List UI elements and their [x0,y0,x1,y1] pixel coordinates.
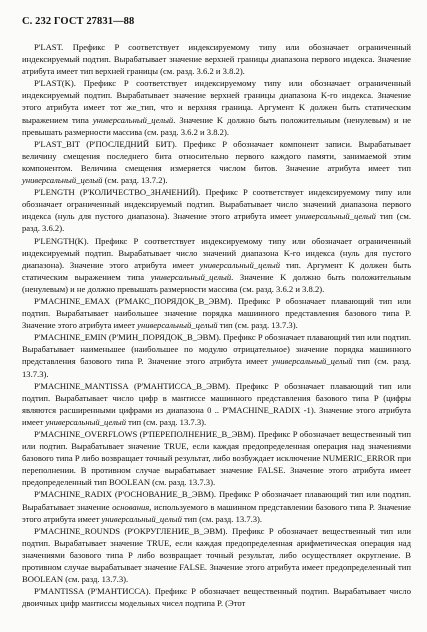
italic-term: универсальный_целый [101,513,182,524]
text-run: P'MACHINE_RADIX (P'ОСНОВАНИЕ_В_ЭВМ). Префикс P обозначает плавающий тип или подтип. Вырабатывает значение [22,489,411,512]
text-run: P'MACHINE_EMIN (P'МИН_ПОРЯДОК_В_ЭВМ). Префикс P обозначает плавающий тип или подтип. Вырабатывает наименьшее (наибольшее по модулю отрицательное) значение порядка машинного представления базового типа P. Значение этого атрибута имеет [22,332,411,367]
page-header: С. 232 ГОСТ 27831—88 [22,16,135,27]
paragraph [22,488,411,524]
text-run: тип (см. разд. 13.7.3). [126,416,207,427]
paragraph [22,380,411,428]
italic-term: универсальный_целый [150,271,232,282]
italic-term: универсальный_целый [295,211,376,222]
italic-term: универсальный_целый [137,320,218,331]
text-run: P'LAST. Префикс P соответствует индексируемому типу или обозначает ограниченный индексируемый подтип. Вырабатывает значение верхней границы диапазона первого индекса. Значение атрибута имеет тип верхней границы (см. разд. 3.6.2 и 3.8.2). [22,42,411,77]
paragraph [22,138,411,186]
paragraph [22,585,411,609]
paragraph [22,428,411,488]
italic-term: универсальный_целый [199,259,281,270]
italic-term: универсальный_целый [92,114,174,125]
text-run: P'LENGTH (P'КОЛИЧЕСТВО_ЗНАЧЕНИЙ). Префикс P соответствует индексируемому типу или обозначает ограниченный индексируемый подтип. Вырабатывает число значений диапазона первого индекса (нуль для пустого диапазона). Значение этого атрибута имеет [22,187,411,222]
italic-term: универсальный_целый [45,416,126,427]
paragraph [22,41,411,77]
text-run: P'MACHINE_ROUNDS (P'ОКРУГЛЕНИЕ_В_ЭВМ). Префикс P обозначает вещественный тип или подтип. Вырабатывает значение TRUE, если каждая предопределенная арифметическая операция над значениями базового типа P либо возвращает точный результат, либо осуществляет округление. В противном случае вырабатывает значение FALSE. Значение этого атрибута имеет предопределенный тип BOOLEAN (см. разд. 13.7.3). [22,525,411,585]
text-run: тип (см. разд. 3.6.2). [22,211,411,234]
paragraph [22,295,411,331]
text-run: P'MANTISSA (P'МАНТИССА). Префикс P обозначает вещественный подтип. Вырабатывает число двоичных цифр мантиссы модельных чисел подтипа P. (Этот [22,586,411,609]
paragraph [22,77,411,137]
paragraph [22,331,411,379]
text-run: P'MACHINE_EMAX (P'МАКС_ПОРЯДОК_В_ЭВМ). Префикс P обозначает плавающий тип или подтип. Вырабатывает наибольшее значение порядка машинного представления базового типа P. Значение этого атрибута имеет [22,295,411,331]
text-run: . Значение K должно быть положительным (ненулевым) и не превышать размерности массива (см. разд. 3.6.2 и 3.8.2). [22,114,411,137]
paragraph [22,235,411,295]
italic-term: универсальный_целый [22,175,103,186]
text-run: P'MACHINE_OVERFLOWS (P'ПЕРЕПОЛНЕНИЕ_В_ЭВМ). Префикс P обозначает вещественный тип или подтип. Вырабатывает значение TRUE, если каждая предопределенная операция над значениями базового типа P либо возвращает точный результат, либо возбуждает исключение NUMERIC_ERROR при переполнении. В противном случае вырабатывает значение FALSE. Значение этого атрибута имеет предопределенный тип BOOLEAN (см. разд. 13.7.3). [22,429,411,488]
text-run: (см. разд. 13.7.2). [102,175,168,186]
text-run: тип (см. разд. 13.7.3). [181,513,263,524]
paragraph [22,186,411,234]
paragraph [22,525,411,585]
italic-term: универсальный_целый [272,356,353,367]
text-run: . Значение K должно быть положительным (ненулевым) и не должно превышать размерности массива (см. разд. 3.6.2 и 3.8.2). [22,271,411,294]
text-run: P'LAST(K). Префикс P соответствует индексируемому типу или обозначает ограниченный индексируемый подтип. Вырабатывает значение верхней границы диапазона K-го индекса. Значение этого атрибута имеет тот же_тип, что и верхняя граница. Аргумент K должен быть статическим выражением типа [22,78,411,125]
text-run: P'LENGTH(K). Префикс P соответствует индексируемому типу или обозначает ограниченный индексируемый подтип. Вырабатывает число значений диапазона K-го индекса (нуль для пустого диапазона). Значение этого атрибута имеет [22,235,411,270]
text-run: тип (см. разд. 13.7.3). [22,356,411,379]
text-run: P'MACHINE_MANTISSA (P'МАНТИССА_В_ЭВМ). Префикс P обозначает плавающий тип или подтип. Вырабатывает число цифр в мантиссе машинного представления базового типа P (цифры являются расширенными цифрами из диапазона 0 .. P'MACHINE_RADIX -1). Значение этого атрибута имеет [22,380,411,427]
italic-term: основания [112,501,150,512]
text-run: тип (см. разд. 13.7.3). [217,320,298,331]
text-run: , используемого в машинном представлении базового типа P. Значение этого атрибута имеет [22,501,411,524]
document-body [22,41,411,609]
text-run: тип. Аргумент K должен быть статическим выражением типа [22,259,411,282]
text-run: P'LAST_BIT (P'ПОСЛЕДНИЙ БИТ). Префикс P обозначает компонент записи. Вырабатывает величину смещения последнего бита относительно первого каждого памяти, занимаемой этим компонентом. Величина смещения измеряется числом битов. Значение атрибута имеет тип [22,138,411,173]
